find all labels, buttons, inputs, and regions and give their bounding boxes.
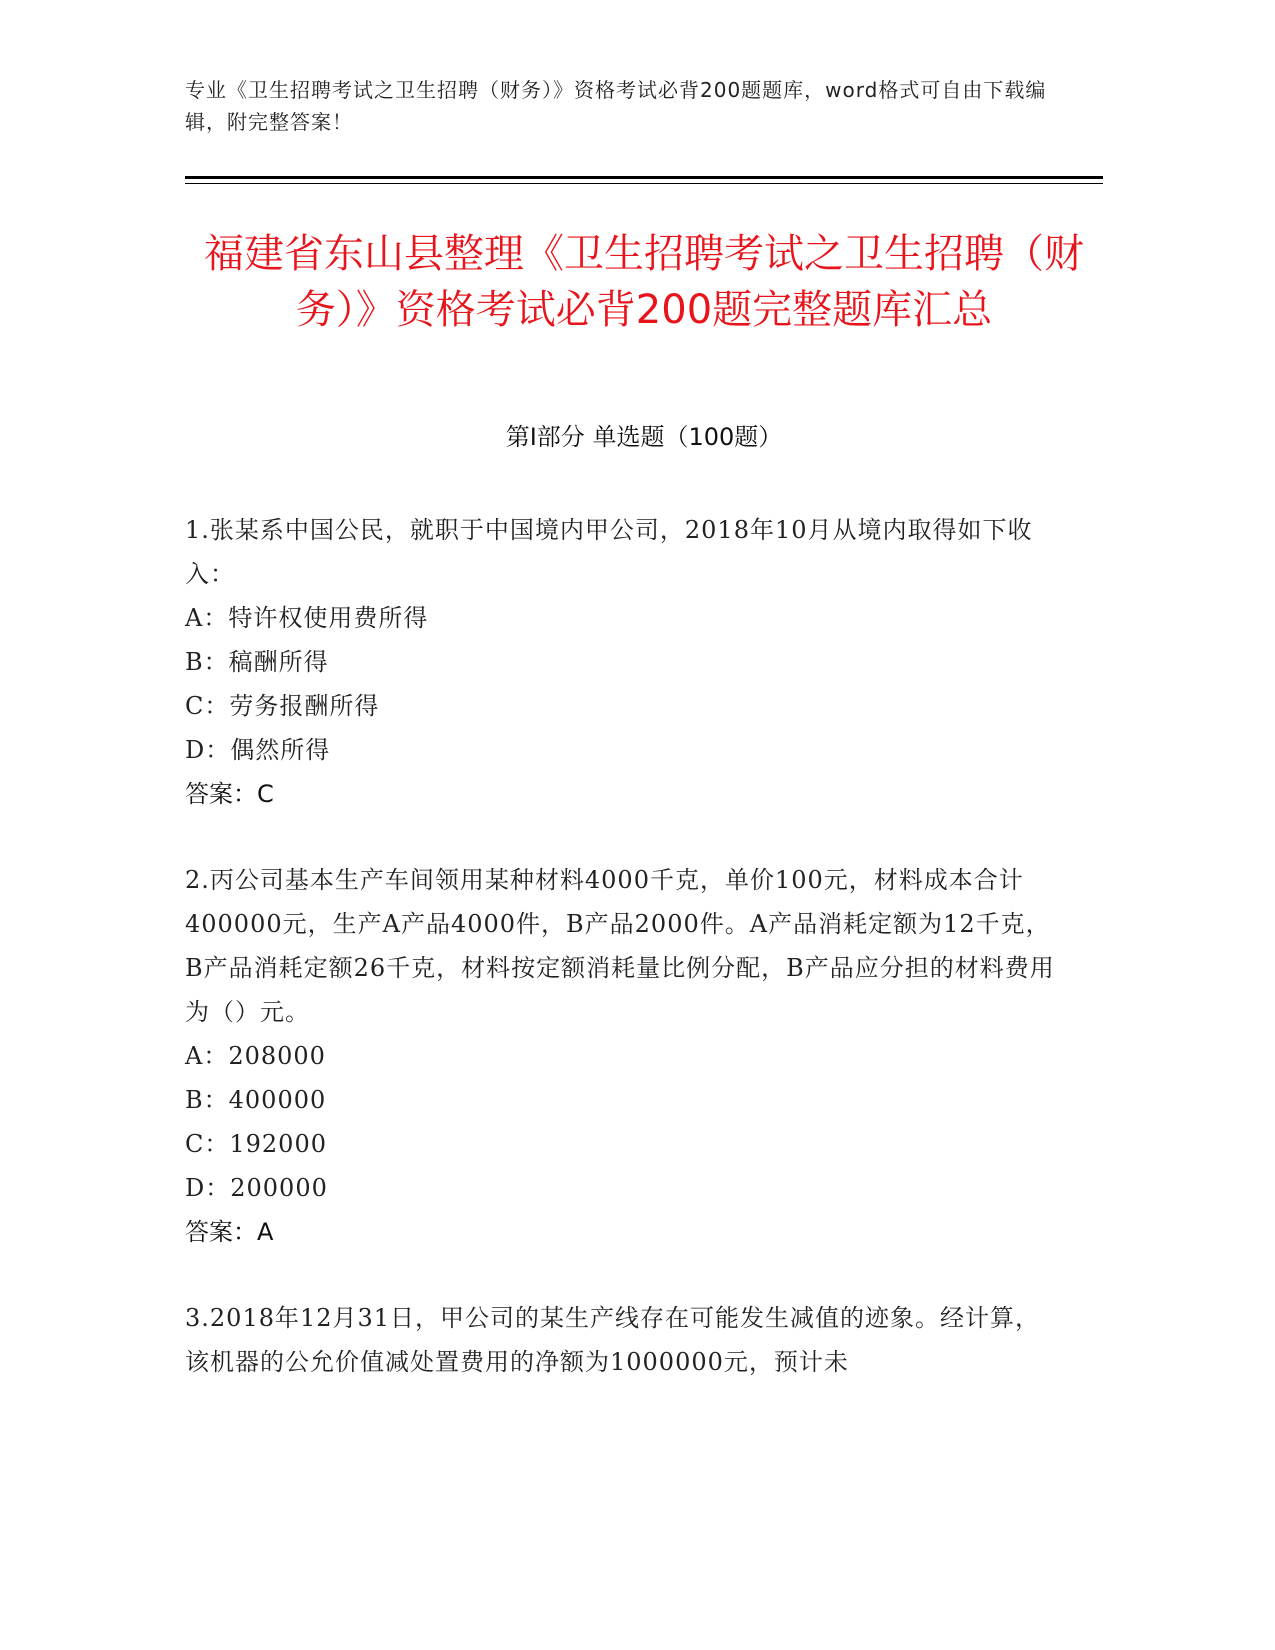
header-divider-thick <box>185 176 1103 179</box>
option-d: D：偶然所得 <box>185 736 331 764</box>
section-heading: 第I部分 单选题（100题） <box>505 423 783 451</box>
document-title: 福建省东山县整理《卫生招聘考试之卫生招聘（财务）》资格考试必背200题完整题库汇总 <box>204 231 1084 333</box>
option-a: A：特许权使用费所得 <box>185 604 429 632</box>
question-2 <box>185 858 1065 1254</box>
option-d: D：200000 <box>185 1174 328 1202</box>
question-1 <box>185 508 1065 816</box>
answer-line: 答案：A <box>185 1218 274 1246</box>
answer-line: 答案：C <box>185 780 274 808</box>
question-text: 1.张某系中国公民，就职于中国境内甲公司，2018年10月从境内取得如下收入： <box>185 516 1033 588</box>
header-note: 专业《卫生招聘考试之卫生招聘（财务）》资格考试必背200题题库，word格式可自由下载编辑，附完整答案！ <box>185 78 1047 134</box>
question-list <box>185 508 1065 1426</box>
option-a: A：208000 <box>185 1042 326 1070</box>
question-3 <box>185 1296 1065 1384</box>
question-text: 3.2018年12月31日，甲公司的某生产线存在可能发生减值的迹象。经计算，该机器的公允价值减处置费用的净额为1000000元，预计未 <box>185 1304 1041 1376</box>
option-c: C：192000 <box>185 1130 327 1158</box>
question-text: 2.丙公司基本生产车间领用某种材料4000千克，单价100元，材料成本合计400000元，生产A产品4000件，B产品2000件。A产品消耗定额为12千克，B产品消耗定额26千克，材料按定额消耗量比例分配，B产品应分担的材料费用为（）元。 <box>185 866 1055 1026</box>
header-divider-thin <box>185 183 1103 184</box>
option-b: B：400000 <box>185 1086 327 1114</box>
option-c: C：劳务报酬所得 <box>185 692 380 720</box>
option-b: B：稿酬所得 <box>185 648 329 676</box>
